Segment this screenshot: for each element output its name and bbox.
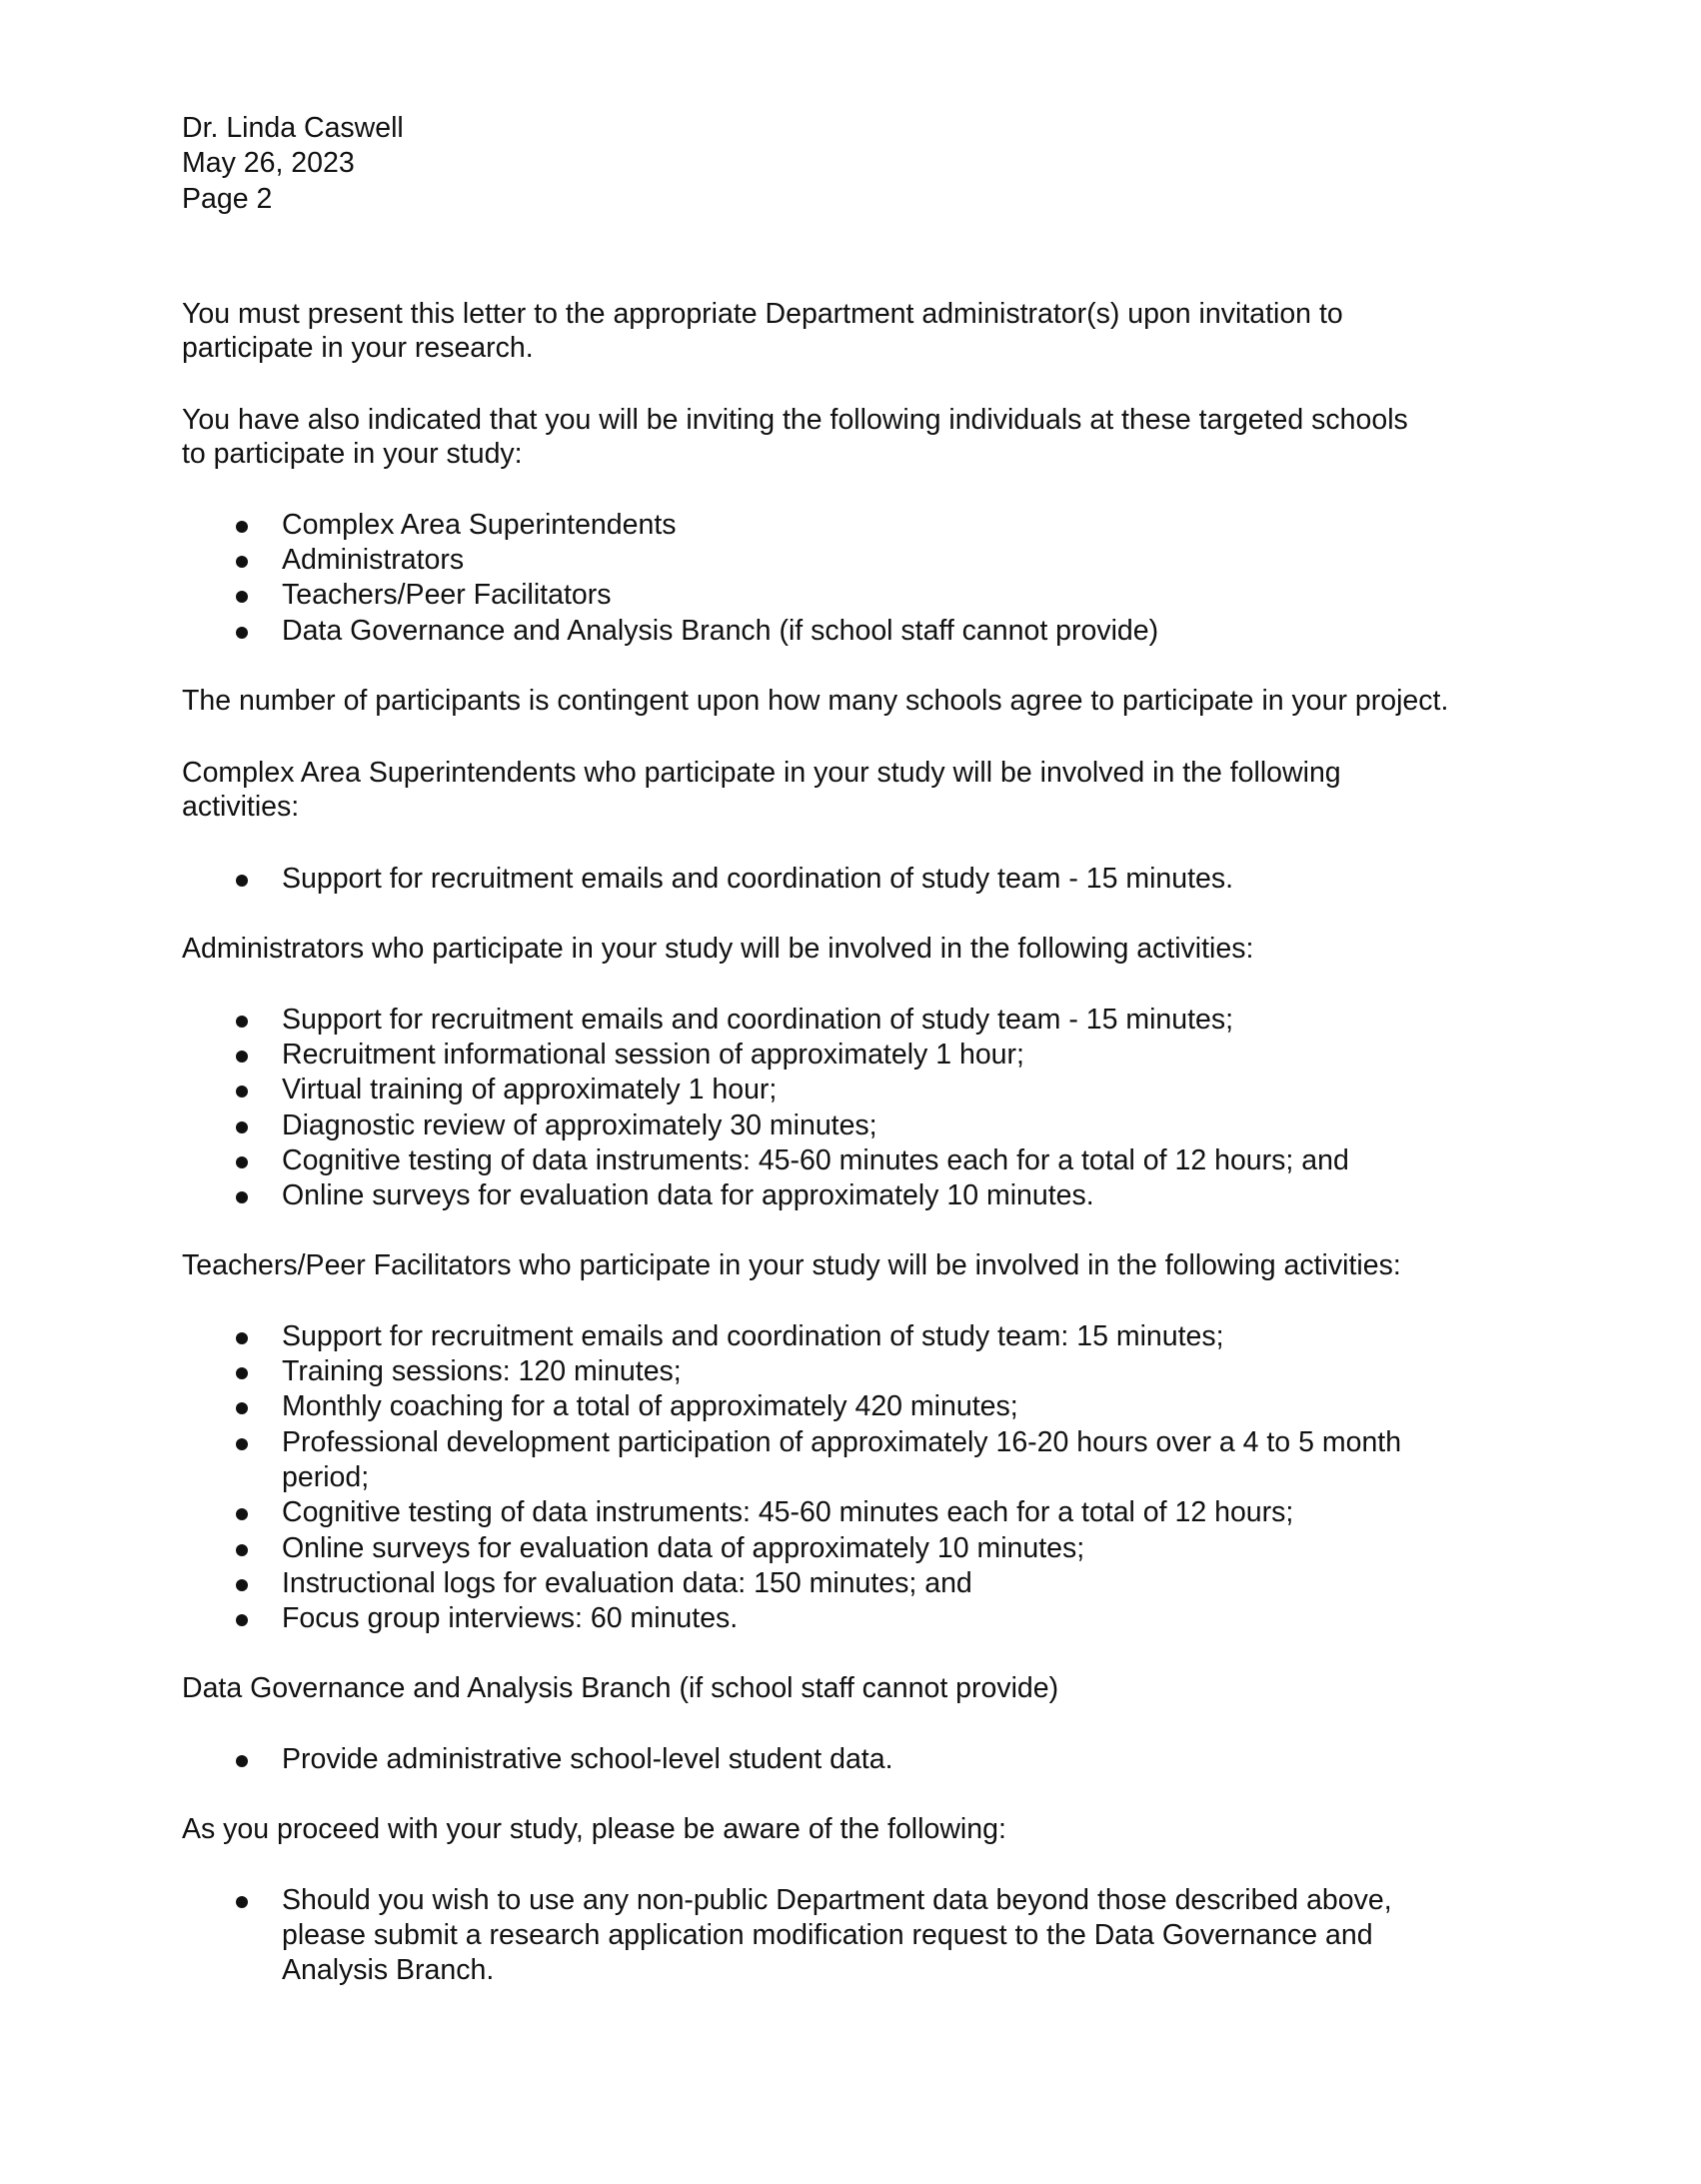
bullet-icon — [236, 1402, 248, 1414]
paragraph-admin-intro: Administrators who participate in your study will be involved in the following activities: — [182, 933, 1254, 965]
teacher-activity-item: Cognitive testing of data instruments: 45-60 minutes each for a total of 12 hours; — [282, 1496, 1294, 1528]
bullet-icon — [236, 1086, 248, 1097]
invitee-item: Complex Area Superintendents — [282, 509, 677, 541]
paragraph-present-letter-line1: You must present this letter to the appropriate Department administrator(s) upon invitation to — [182, 298, 1343, 330]
bullet-icon — [236, 556, 248, 568]
teacher-activity-item: Support for recruitment emails and coordination of study team: 15 minutes; — [282, 1320, 1224, 1352]
admin-activity-item: Diagnostic review of approximately 30 minutes; — [282, 1109, 877, 1141]
paragraph-teachers-intro: Teachers/Peer Facilitators who participate in your study will be involved in the following activities: — [182, 1249, 1401, 1281]
teacher-activity-item: Professional development participation of approximately 16-20 hours over a 4 to 5 month — [282, 1426, 1402, 1458]
paragraph-present-letter-line2: participate in your research. — [182, 332, 534, 364]
invitee-item: Data Governance and Analysis Branch (if school staff cannot provide) — [282, 615, 1159, 647]
teacher-activity-item-continued: period; — [282, 1461, 370, 1493]
bullet-icon — [236, 1051, 248, 1063]
bullet-icon — [236, 591, 248, 603]
teacher-activity-item: Focus group interviews: 60 minutes. — [282, 1602, 739, 1634]
paragraph-cas-intro-line1: Complex Area Superintendents who participate in your study will be involved in the following — [182, 757, 1341, 789]
admin-activity-item: Recruitment informational session of approximately 1 hour; — [282, 1039, 1024, 1071]
admin-activity-item: Cognitive testing of data instruments: 45-60 minutes each for a total of 12 hours; and — [282, 1144, 1349, 1176]
paragraph-inviting-line2: to participate in your study: — [182, 438, 523, 470]
cas-activity-item: Support for recruitment emails and coordination of study team - 15 minutes. — [282, 863, 1234, 895]
teacher-activity-item: Online surveys for evaluation data of approximately 10 minutes; — [282, 1532, 1085, 1564]
bullet-icon — [236, 1191, 248, 1203]
aware-item-line3: Analysis Branch. — [282, 1954, 495, 1986]
bullet-icon — [236, 1121, 248, 1133]
aware-item-line1: Should you wish to use any non-public Department data beyond those described above, — [282, 1884, 1392, 1916]
bullet-icon — [236, 875, 248, 887]
recipient-name: Dr. Linda Caswell — [182, 112, 404, 144]
paragraph-aware-intro: As you proceed with your study, please be aware of the following: — [182, 1813, 1006, 1845]
bullet-icon — [236, 521, 248, 533]
bullet-icon — [236, 627, 248, 639]
bullet-icon — [236, 1016, 248, 1028]
invitee-item: Teachers/Peer Facilitators — [282, 579, 612, 611]
paragraph-cas-intro-line2: activities: — [182, 791, 300, 823]
bullet-icon — [236, 1332, 248, 1344]
page-number: Page 2 — [182, 183, 273, 215]
paragraph-inviting-line1: You have also indicated that you will be inviting the following individuals at these targeted schools — [182, 404, 1408, 436]
bullet-icon — [236, 1156, 248, 1168]
bullet-icon — [236, 1755, 248, 1767]
bullet-icon — [236, 1544, 248, 1556]
bullet-icon — [236, 1508, 248, 1520]
aware-item-line2: please submit a research application modification request to the Data Governance and — [282, 1919, 1373, 1951]
bullet-icon — [236, 1896, 248, 1908]
letter-date: May 26, 2023 — [182, 147, 355, 179]
bullet-icon — [236, 1438, 248, 1450]
paragraph-participants-count: The number of participants is contingent upon how many schools agree to participate in your project. — [182, 685, 1449, 717]
paragraph-dgab-intro: Data Governance and Analysis Branch (if school staff cannot provide) — [182, 1672, 1059, 1704]
admin-activity-item: Virtual training of approximately 1 hour; — [282, 1074, 778, 1105]
invitee-item: Administrators — [282, 544, 465, 576]
admin-activity-item: Online surveys for evaluation data for approximately 10 minutes. — [282, 1179, 1094, 1211]
teacher-activity-item: Instructional logs for evaluation data: 150 minutes; and — [282, 1567, 972, 1599]
admin-activity-item: Support for recruitment emails and coordination of study team - 15 minutes; — [282, 1004, 1234, 1036]
dgab-activity-item: Provide administrative school-level student data. — [282, 1743, 893, 1775]
bullet-icon — [236, 1614, 248, 1626]
teacher-activity-item: Monthly coaching for a total of approximately 420 minutes; — [282, 1390, 1018, 1422]
bullet-icon — [236, 1367, 248, 1379]
teacher-activity-item: Training sessions: 120 minutes; — [282, 1355, 682, 1387]
bullet-icon — [236, 1579, 248, 1591]
